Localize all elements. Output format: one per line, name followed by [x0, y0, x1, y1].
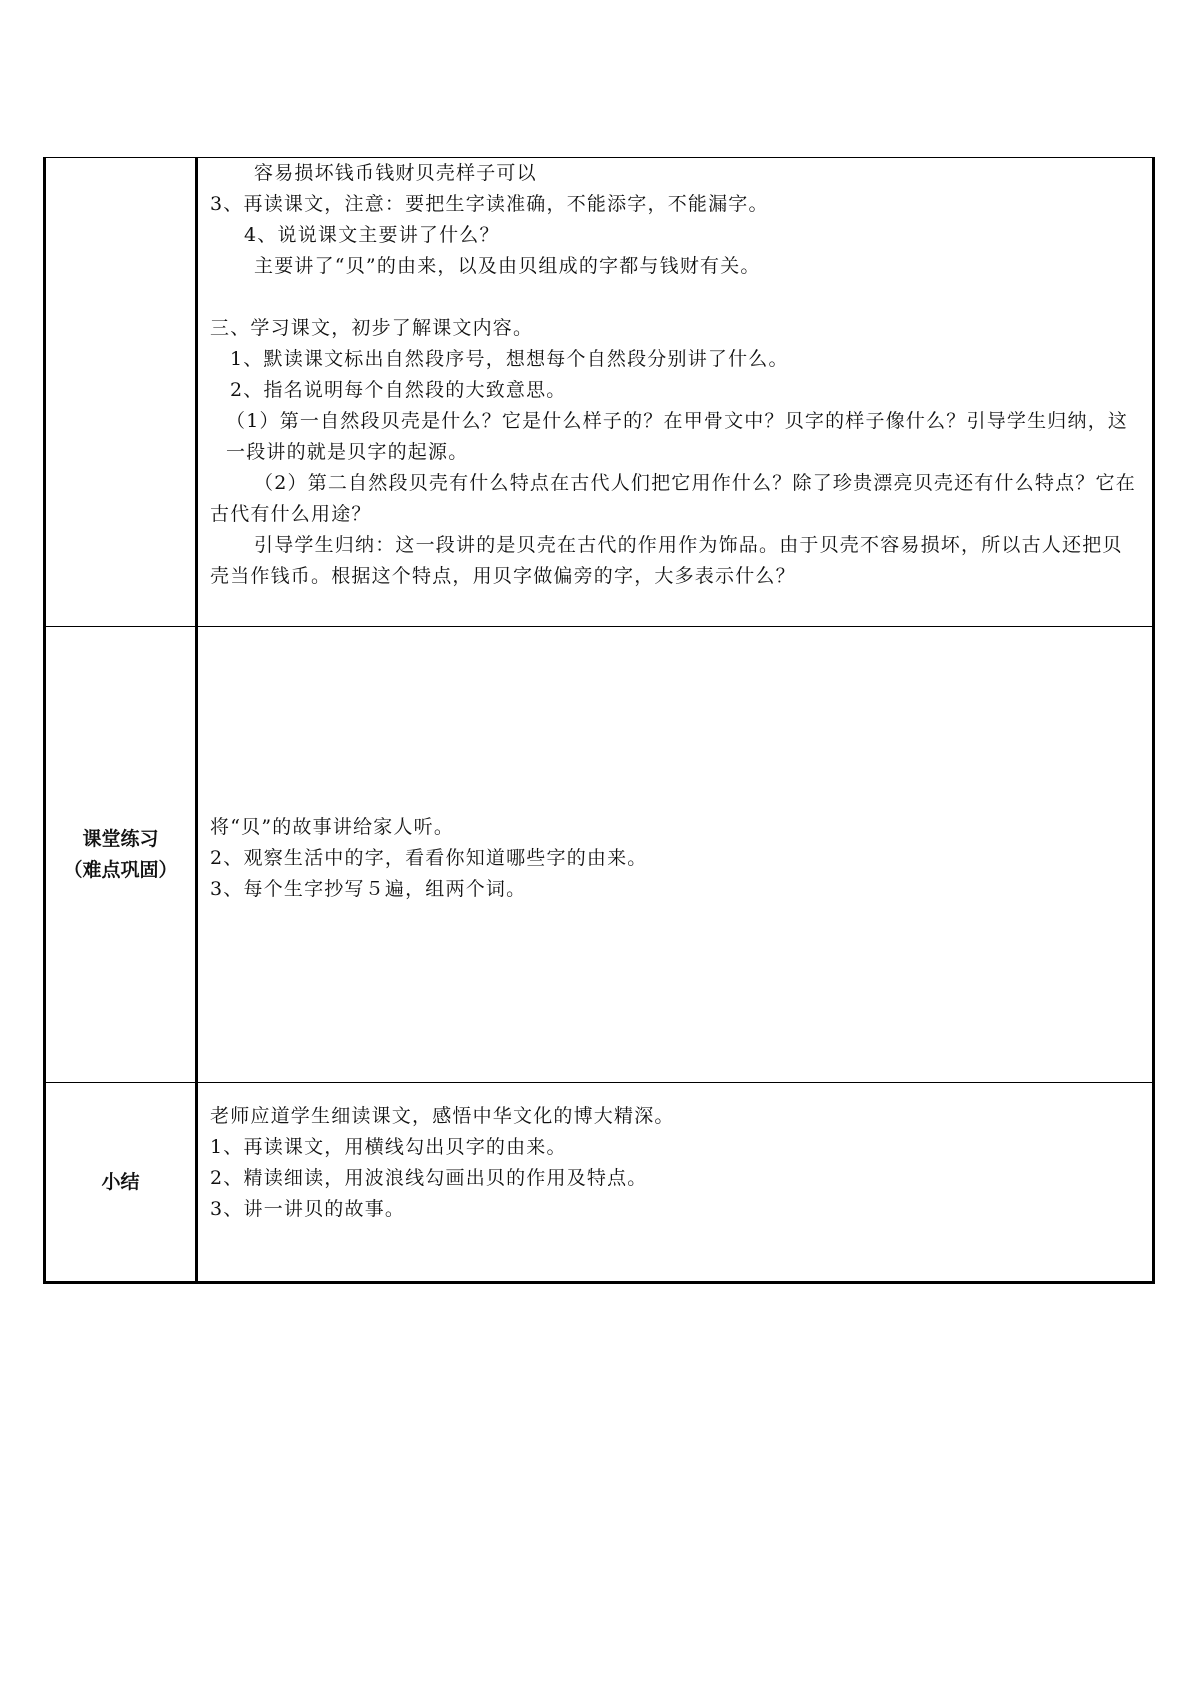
content-cell-practice	[197, 627, 1154, 1083]
label-line: （难点巩固）	[63, 858, 178, 881]
row-label-empty	[45, 158, 197, 627]
text-line: 容易损坏钱币钱财贝壳样子可以	[254, 162, 537, 184]
paragraph-point-2: （2）第二自然段贝壳有什么特点在古代人们把它用作什么？除了珍贵漂亮贝壳还有什么特点？它在古代有什么用途？	[210, 472, 1136, 525]
text-line: 3、每个生字抄写５遍，组两个词。	[210, 878, 527, 900]
text-line: 3、再读课文，注意：要把生字读准确，不能添字，不能漏字。	[210, 193, 769, 215]
section-heading: 三、学习课文，初步了解课文内容。	[210, 317, 534, 339]
practice-text	[198, 804, 1152, 905]
content-cell-lesson-steps	[197, 158, 1154, 627]
text-line: 3、讲一讲贝的故事。	[210, 1198, 406, 1220]
blank-line	[210, 282, 1140, 313]
text-line: 2、指名说明每个自然段的大致意思。	[230, 379, 567, 401]
text-line: 4、说说课文主要讲了什么？	[244, 224, 500, 246]
table-row-summary	[45, 1083, 1154, 1283]
summary-text	[198, 1083, 1152, 1225]
text-line: 老师应道学生细读课文，感悟中华文化的博大精深。	[210, 1105, 675, 1127]
row-label-practice	[45, 627, 197, 1083]
lesson-steps-text	[198, 158, 1152, 592]
paragraph-summary: 引导学生归纳：这一段讲的是贝壳在古代的作用作为饰品。由于贝壳不容易损坏，所以古人还把贝壳当作钱币。根据这个特点，用贝字做偏旁的字，大多表示什么？	[210, 534, 1123, 587]
text-line: 2、精读细读，用波浪线勾画出贝的作用及特点。	[210, 1167, 648, 1189]
content-cell-summary	[197, 1083, 1154, 1283]
text-line: 1、再读课文，用横线勾出贝字的由来。	[210, 1136, 567, 1158]
text-line: 主要讲了“贝”的由来，以及由贝组成的字都与钱财有关。	[254, 255, 761, 277]
row-label-summary: 小结	[45, 1083, 197, 1283]
text-line: 2、观察生活中的字，看看你知道哪些字的由来。	[210, 847, 648, 869]
table-row-lesson-steps	[45, 158, 1154, 627]
paragraph-point-1: （1）第一自然段贝壳是什么？它是什么样子的？在甲骨文中？贝字的样子像什么？引导学生归纳，这一段讲的就是贝字的起源。	[226, 410, 1129, 463]
text-line: 1、默读课文标出自然段序号，想想每个自然段分别讲了什么。	[230, 348, 789, 370]
table-row-practice	[45, 627, 1154, 1083]
label-line: 课堂练习	[82, 827, 159, 850]
lesson-plan-table	[43, 157, 1155, 1284]
text-line: 将“贝”的故事讲给家人听。	[210, 816, 455, 838]
